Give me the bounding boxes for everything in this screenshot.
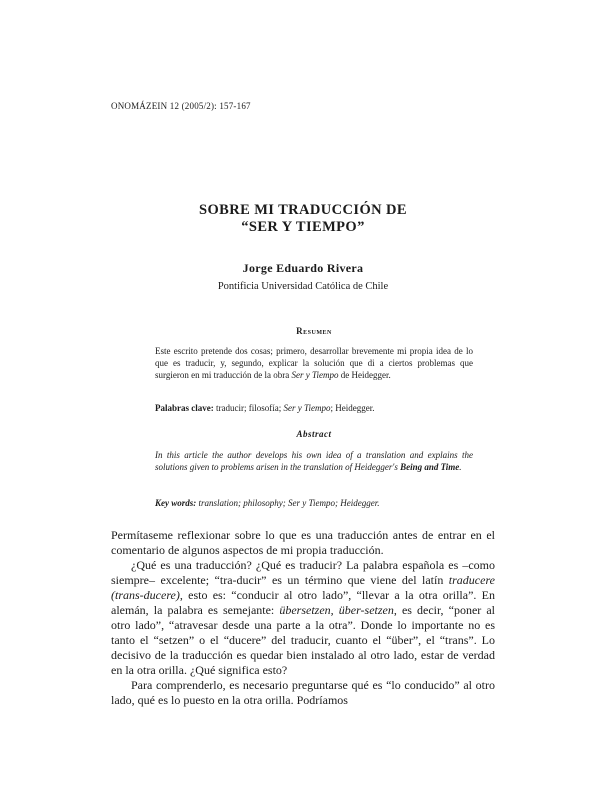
key-words: Key words: translation; philosophy; Ser y Tiempo; Heidegger.	[155, 498, 380, 508]
article-body	[111, 528, 495, 708]
author-affiliation: Pontificia Universidad Católica de Chile	[217, 281, 389, 292]
body-paragraph: ¿Qué es una traducción? ¿Qué es traducir? La palabra española es –como siempre– excelente; “tra-ducir” es un término que viene del latín traducere (trans-ducere), esto es: “conducir al otro lado”, “llevar a la otra orilla”. En alemán, la palabra es semejante: übersetzen, über-setzen, es decir, “poner al otro lado”, “atravesar desde una parte a la otra”. Donde lo importante no es tanto el “setzen” o el “ducere” del traducir, cuanto el “über”, el “trans”. Lo decisivo de la traducción es quedar bien instalado al otro lado, estar de verdad en la otra orilla. ¿Qué significa esto?	[111, 558, 496, 677]
abstract-heading: Abstract	[296, 429, 332, 439]
author-name: Jorge Eduardo Rivera	[242, 261, 364, 275]
abstract-text: In this article the author develops his own idea of a translation and explains the solutions given to problems arisen in the translation of Heidegger's Being and Time.	[155, 450, 473, 472]
resumen-text: Este escrito pretende dos cosas; primero, desarrollar brevemente mi propia idea de lo que es traducir, y, segundo, explicar la solución que di a ciertos problemas que surgieron en mi traducción de la obra Ser y Tiempo de Heidegger.	[155, 346, 473, 380]
journal-citation-header: ONOMÁZEIN 12 (2005/2): 157-167	[111, 101, 251, 111]
article-title-line2: “SER Y TIEMPO”	[241, 219, 365, 235]
article-title-line1: SOBRE MI TRADUCCIÓN DE	[199, 202, 407, 218]
body-paragraph: Permítaseme reflexionar sobre lo que es una traducción antes de entrar en el comentario de algunos aspectos de mi propia traducción.	[111, 528, 495, 557]
article-title	[111, 202, 495, 236]
resumen-heading: Resumen	[296, 326, 332, 336]
body-paragraph: Para comprenderlo, es necesario preguntarse qué es “lo conducido” al otro lado, qué es lo puesto en la otra orilla. Podríamos	[111, 678, 495, 707]
palabras-clave: Palabras clave: traducir; filosofía; Ser y Tiempo; Heidegger.	[155, 403, 375, 413]
